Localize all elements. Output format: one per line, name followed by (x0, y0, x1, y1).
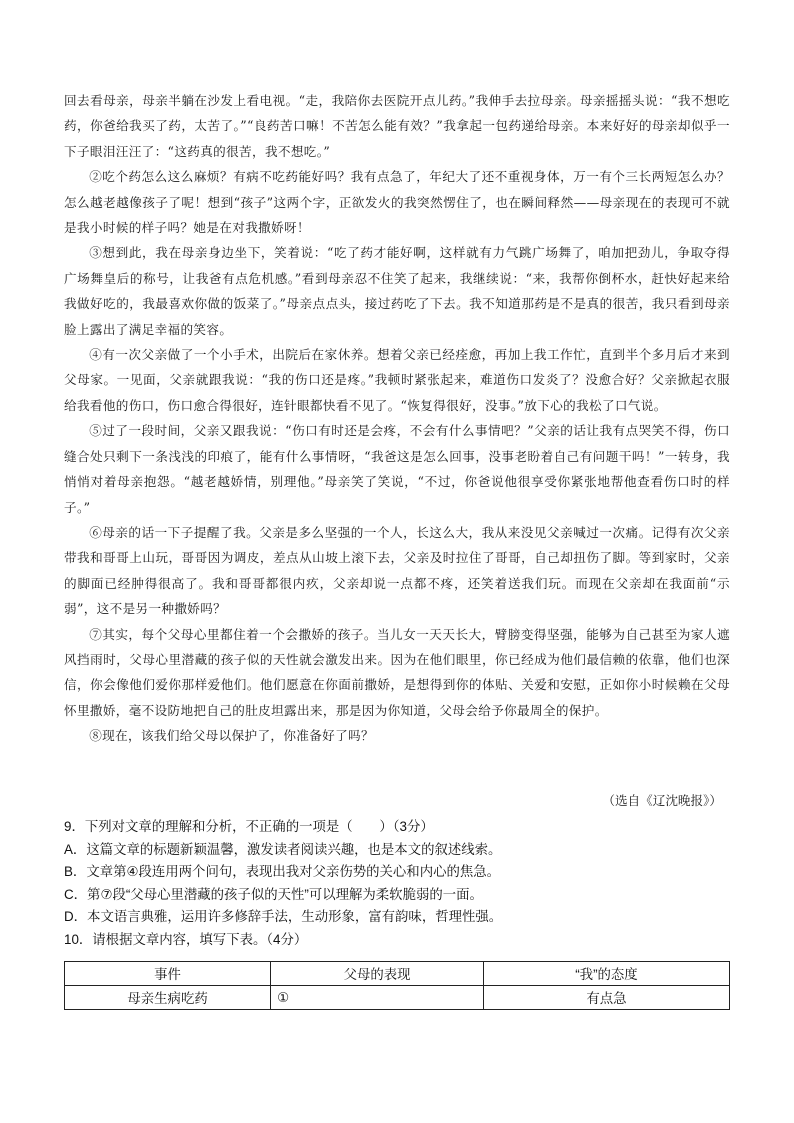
paragraph-7: ⑦其实，每个父母心里都住着一个会撒娇的孩子。当儿女一天天长大，臂膀变得坚强，能够为自己甚至为家人遮风挡雨时，父母心里潜藏的孩子似的天性就会激发出来。因为在他们眼里，你已经成为他们最信赖的依靠，他们也深信，你会像他们爱你那样爱他们。他们愿意在你面前撒娇，是想得到你的体贴、关爱和安慰，正如你小时候赖在父母怀里撒娇，毫不设防地把自己的肚皮坦露出来，那是因为你知道，父母会给予你最周全的保护。 (64, 626, 730, 718)
paragraph-5: ⑤过了一段时间，父亲又跟我说：“伤口有时还是会疼，不会有什么事情吧？”父亲的话让我有点哭笑不得，伤口缝合处只剩下一条浅浅的印痕了，能有什么事情呀，“我爸这是怎么回事，没事老盼着自己有问题干吗！”一转身，我悄悄对着母亲抱怨。“越老越娇情，别理他。”母亲笑了笑说，“不过，你爸说他很享受你紧张地帮他查看伤口时的样子。” (64, 423, 730, 515)
question-block (64, 816, 734, 951)
question-9-option-a: A．这篇文章的标题新颖温馨，激发读者阅读兴趣，也是本文的叙述线索。 (64, 841, 502, 857)
question-9-stem: 9．下列对文章的理解和分析，不正确的一项是（ ）（3分） (64, 819, 434, 834)
table-cell-event: 母亲生病吃药 (65, 986, 271, 1010)
article-source: （选自《辽沈晚报》） (602, 793, 722, 808)
paragraph-1: 回去看母亲，母亲半躺在沙发上看电视。“走，我陪你去医院开点儿药。”我伸手去拉母亲。母亲摇摇头说：“我不想吃药，你爸给我买了药，太苦了。”“良药苦口嘛！不苦怎么能有效？”我拿起一包药递给母亲。本来好好的母亲却似乎一下子眼泪汪汪了：“这药真的很苦，我不想吃。” (64, 93, 730, 159)
paragraph-8: ⑧现在，该我们给父母以保护了，你准备好了吗？ (89, 728, 374, 744)
question-9-option-c: C．第⑦段“父母心里潜藏的孩子似的天性”可以理解为柔软脆弱的一面。 (64, 886, 483, 902)
answer-table (64, 961, 730, 1010)
paragraph-2: ②吃个药怎么这么麻烦？有病不吃药能好吗？我有点急了，年纪大了还不重视身体，万一有个三长两短怎么办？怎么越老越像孩子了呢！想到“孩子”这两个字，正欲发火的我突然愣住了，也在瞬间释然——母亲现在的表现可不就是我小时候的样子吗？她是在对我撒娇呀！ (64, 169, 730, 236)
question-10-stem: 10．请根据文章内容，填写下表。（4分） (64, 931, 308, 947)
paragraph-3: ③想到此，我在母亲身边坐下，笑着说：“吃了药才能好啊，这样就有力气跳广场舞了，咱加把劲儿，争取夺得广场舞皇后的称号，让我爸有点危机感。”看到母亲忍不住笑了起来，我继续说：“来，我帮你倒杯水，赶快好起来给我做好吃的，我最喜欢你做的饭菜了。”母亲点点头，接过药吃了下去。我不知道那药是不是真的很苦，我只看到母亲脸上露出了满足幸福的笑容。 (64, 245, 730, 337)
paragraph-4: ④有一次父亲做了一个小手术，出院后在家休养。想着父亲已经痊愈，再加上我工作忙，直到半个多月后才来到父母家。一见面，父亲就跟我说：“我的伤口还是疼。”我顿时紧张起来，难道伤口发炎了？没愈合好？父亲掀起衣服给我看他的伤口，伤口愈合得很好，连针眼都快看不见了。“恢复得很好，没事。”放下心的我松了口气说。 (64, 347, 730, 413)
question-9-option-d: D．本文语言典雅，运用许多修辞手法，生动形象，富有韵味，哲理性强。 (64, 909, 503, 924)
table-row (65, 986, 730, 1010)
table-cell-attitude: 有点急 (483, 986, 729, 1010)
table-header-row (65, 962, 730, 986)
table-cell-blank-1[interactable]: ① (271, 986, 484, 1010)
question-9-option-b: B．文章第④段连用两个问句，表现出我对父亲伤势的关心和内心的焦急。 (64, 864, 501, 879)
reading-passage (64, 88, 730, 749)
paragraph-6: ⑥母亲的话一下子提醒了我。父亲是多么坚强的一个人，长这么大，我从来没见父亲喊过一次痛。记得有次父亲带我和哥哥上山玩，哥哥因为调皮，差点从山坡上滚下去，父亲及时拉住了哥哥，自己却扭伤了脚。等到家时，父亲的脚面已经肿得很高了。我和哥哥都很内疚，父亲却说一点都不疼，还笑着送我们玩。而现在父亲却在我面前“示弱”，这不是另一种撒娇吗？ (64, 524, 730, 617)
table-header-my-attitude: “我”的态度 (483, 962, 729, 986)
table-header-parent-behavior: 父母的表现 (271, 962, 484, 986)
table-header-event: 事件 (65, 962, 271, 986)
